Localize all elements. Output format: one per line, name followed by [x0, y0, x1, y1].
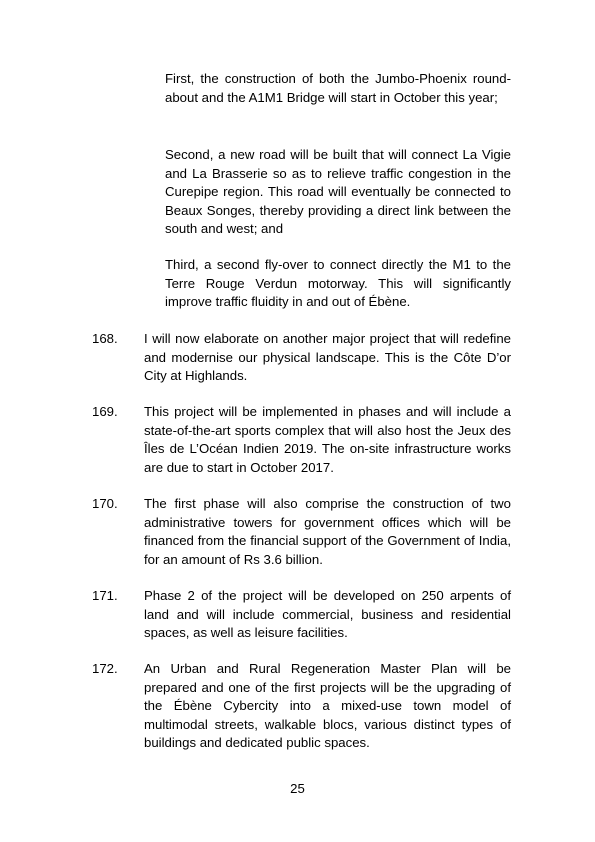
paragraph-number: 168. [92, 331, 118, 346]
paragraph-text: This project will be implemented in phases and will include a state-of-the-art sports complex that will also host the Jeux des Îles de L’Océan Indien 2019. The on-site infrastructure works are due to start in October 2017. [144, 404, 511, 475]
sub-item-third: Third, a second fly-over to connect directly the M1 to the Terre Rouge Verdun motorway. This will significantly improve traffic fluidity in and out of Ébène. [165, 257, 511, 309]
sub-item-first: First, the construction of both the Jumbo-Phoenix round-about and the A1M1 Bridge will start in October this year; [165, 71, 511, 105]
paragraph-number: 171. [92, 588, 118, 603]
paragraph-number: 170. [92, 496, 118, 511]
paragraph-text: Phase 2 of the project will be developed on 250 arpents of land and will include commercial, business and residential spaces, as well as leisure facilities. [144, 588, 511, 640]
sub-item-second: Second, a new road will be built that will connect La Vigie and La Brasserie so as to relieve traffic congestion in the Curepipe region. This road will eventually be connected to Beaux Songes, thereby providing a direct link between the south and west; and [165, 147, 511, 236]
page-number: 25 [290, 781, 305, 796]
paragraph-number: 169. [92, 404, 118, 419]
paragraph-text: I will now elaborate on another major project that will redefine and modernise our physical landscape. This is the Côte D’or City at Highlands. [144, 331, 511, 383]
paragraph-text: The first phase will also comprise the construction of two administrative towers for government offices which will be financed from the financial support of the Government of India, for an amount of Rs 3.6 billion. [144, 496, 511, 567]
paragraph-number: 172. [92, 661, 118, 676]
paragraph-text: An Urban and Rural Regeneration Master Plan will be prepared and one of the first projects will be the upgrading of the Ébène Cybercity into a mixed-use town model of multimodal streets, walkable blocs, various distinct types of buildings and dedicated public spaces. [144, 661, 511, 750]
